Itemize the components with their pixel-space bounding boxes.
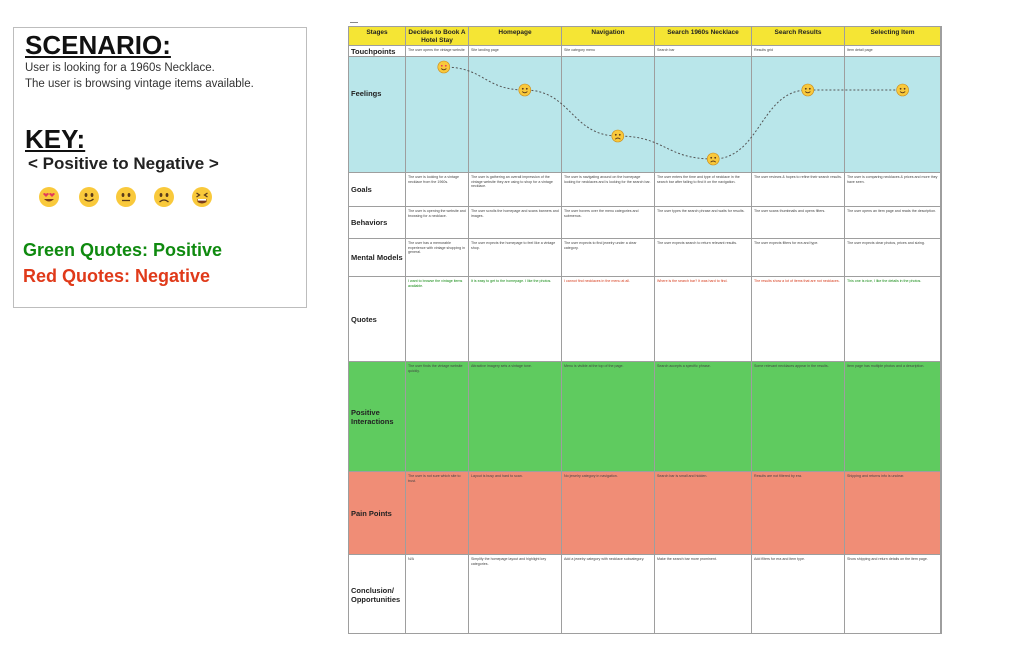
cell-quotes-3: I cannot find necklaces in the menu at all. — [562, 277, 655, 362]
stage-header-3: Navigation — [562, 27, 655, 46]
cell-pain-5: Results are not filtered by era. — [752, 472, 845, 555]
cell-goals-1: The user is looking for a vintage necklace from the 1960s. — [406, 173, 469, 207]
cell-goals-3: The user is navigating around on the homepage looking for necklaces and is looking for the search bar. — [562, 173, 655, 207]
feelings-point-heart-eyes-icon — [438, 61, 450, 73]
cell-mental-5: The user expects filters for era and type. — [752, 239, 845, 277]
top-guide-line — [350, 22, 358, 23]
row-label-1: Feelings — [349, 57, 406, 173]
cell-conclusion-5: Add filters for era and item type. — [752, 555, 845, 634]
row-label-2: Goals — [349, 173, 406, 207]
cell-pain-2: Layout is busy and hard to scan. — [469, 472, 562, 555]
cell-behaviors-4: The user types the search phrase and waits for results. — [655, 207, 752, 239]
stage-header-5: Search Results — [752, 27, 845, 46]
cell-positive-6: Item page has multiple photos and a description. — [845, 362, 941, 472]
cell-quotes-6: This one is nice, I like the details in the photos. — [845, 277, 941, 362]
cell-positive-2: Attractive imagery sets a vintage tone. — [469, 362, 562, 472]
cell-positive-3: Menu is visible at the top of the page. — [562, 362, 655, 472]
cell-goals-6: The user is comparing necklaces & prices and more they have seen. — [845, 173, 941, 207]
row-label-3: Behaviors — [349, 207, 406, 239]
stage-header-6: Selecting Item — [845, 27, 941, 46]
cell-pain-3: No jewelry category in navigation. — [562, 472, 655, 555]
frown-icon — [153, 186, 175, 208]
scenario-title: SCENARIO: — [25, 30, 171, 60]
feelings-path — [444, 67, 903, 159]
tired-icon — [191, 186, 213, 208]
row-label-7: Pain Points — [349, 472, 406, 555]
stage-label-cell: Stages — [349, 27, 406, 46]
cell-behaviors-6: The user opens an item page and reads the description. — [845, 207, 941, 239]
stage-header-2: Homepage — [469, 27, 562, 46]
cell-conclusion-2: Simplify the homepage layout and highlight key categories. — [469, 555, 562, 634]
cell-quotes-2: It is easy to get to the homepage. I like the photos. — [469, 277, 562, 362]
cell-conclusion-3: Add a jewelry category with necklace subcategory. — [562, 555, 655, 634]
cell-behaviors-1: The user is opening the website and browsing for a necklace. — [406, 207, 469, 239]
cell-touchpoints-2: Site landing page — [469, 46, 562, 57]
feelings-point-frown-icon — [612, 130, 624, 142]
cell-behaviors-5: The user scans thumbnails and opens filters. — [752, 207, 845, 239]
neutral-icon — [115, 186, 137, 208]
cell-touchpoints-6: Item detail page — [845, 46, 941, 57]
cell-goals-2: The user is gathering an overall impression of the vintage website they are using to shop for a vintage necklace. — [469, 173, 562, 207]
heart-eyes-icon — [38, 186, 60, 208]
legend-card — [13, 27, 307, 308]
cell-quotes-1: I want to browse the vintage items available. — [406, 277, 469, 362]
cell-positive-4: Search accepts a specific phrase. — [655, 362, 752, 472]
feelings-point-smile-icon — [897, 84, 909, 96]
key-title: KEY: — [25, 124, 86, 154]
cell-behaviors-3: The user hovers over the menu categories and submenus. — [562, 207, 655, 239]
cell-quotes-4: Where is the search bar? It was hard to find. — [655, 277, 752, 362]
cell-mental-2: The user expects the homepage to feel like a vintage shop. — [469, 239, 562, 277]
smile-icon — [78, 186, 100, 208]
journey-map — [348, 26, 942, 634]
cell-mental-6: The user expects clear photos, prices and sizing. — [845, 239, 941, 277]
cell-goals-4: The user enters the time and type of necklace in the search bar after failing to find it on the navigation. — [655, 173, 752, 207]
row-label-5: Quotes — [349, 277, 406, 362]
feelings-curve — [406, 57, 941, 173]
cell-mental-1: The user has a memorable experience with vintage shopping in general. — [406, 239, 469, 277]
row-label-0: Touchpoints — [349, 46, 406, 57]
scenario-line-2: The user is browsing vintage items available. — [25, 78, 254, 90]
cell-pain-1: The user is not sure which site to trust. — [406, 472, 469, 555]
row-label-6: Positive Interactions — [349, 362, 406, 472]
cell-touchpoints-4: Search bar — [655, 46, 752, 57]
cell-conclusion-6: Show shipping and return details on the item page. — [845, 555, 941, 634]
cell-quotes-5: The results show a lot of items that are not necklaces. — [752, 277, 845, 362]
emotion-scale — [38, 186, 228, 212]
cell-behaviors-2: The user scrolls the homepage and scans banners and images. — [469, 207, 562, 239]
scenario-line-1: User is looking for a 1960s Necklace. — [25, 62, 215, 74]
stage-header-1: Decides to Book A Hotel Stay — [406, 27, 469, 46]
cell-mental-4: The user expects search to return relevant results. — [655, 239, 752, 277]
cell-positive-1: The user finds the vintage website quickly. — [406, 362, 469, 472]
feelings-point-smile-icon — [519, 84, 531, 96]
cell-positive-5: Some relevant necklaces appear in the results. — [752, 362, 845, 472]
cell-goals-5: The user reviews & hopes to refine their search results. — [752, 173, 845, 207]
row-label-4: Mental Models — [349, 239, 406, 277]
cell-mental-3: The user expects to find jewelry under a clear category. — [562, 239, 655, 277]
feelings-point-tired-icon — [707, 153, 719, 165]
row-label-8: Conclusion/ Opportunities — [349, 555, 406, 634]
cell-conclusion-1: N/A — [406, 555, 469, 634]
feelings-point-smile-icon — [802, 84, 814, 96]
cell-touchpoints-5: Results grid — [752, 46, 845, 57]
cell-pain-4: Search bar is small and hidden. — [655, 472, 752, 555]
stage-header-4: Search 1960s Necklace — [655, 27, 752, 46]
negative-quote-legend: Red Quotes: Negative — [23, 266, 211, 286]
cell-conclusion-4: Make the search bar more prominent. — [655, 555, 752, 634]
cell-pain-6: Shipping and returns info is unclear. — [845, 472, 941, 555]
key-range: < Positive to Negative > — [28, 154, 219, 173]
cell-touchpoints-1: The user opens the vintage website — [406, 46, 469, 57]
positive-quote-legend: Green Quotes: Positive — [23, 240, 223, 260]
cell-touchpoints-3: Site category menu — [562, 46, 655, 57]
